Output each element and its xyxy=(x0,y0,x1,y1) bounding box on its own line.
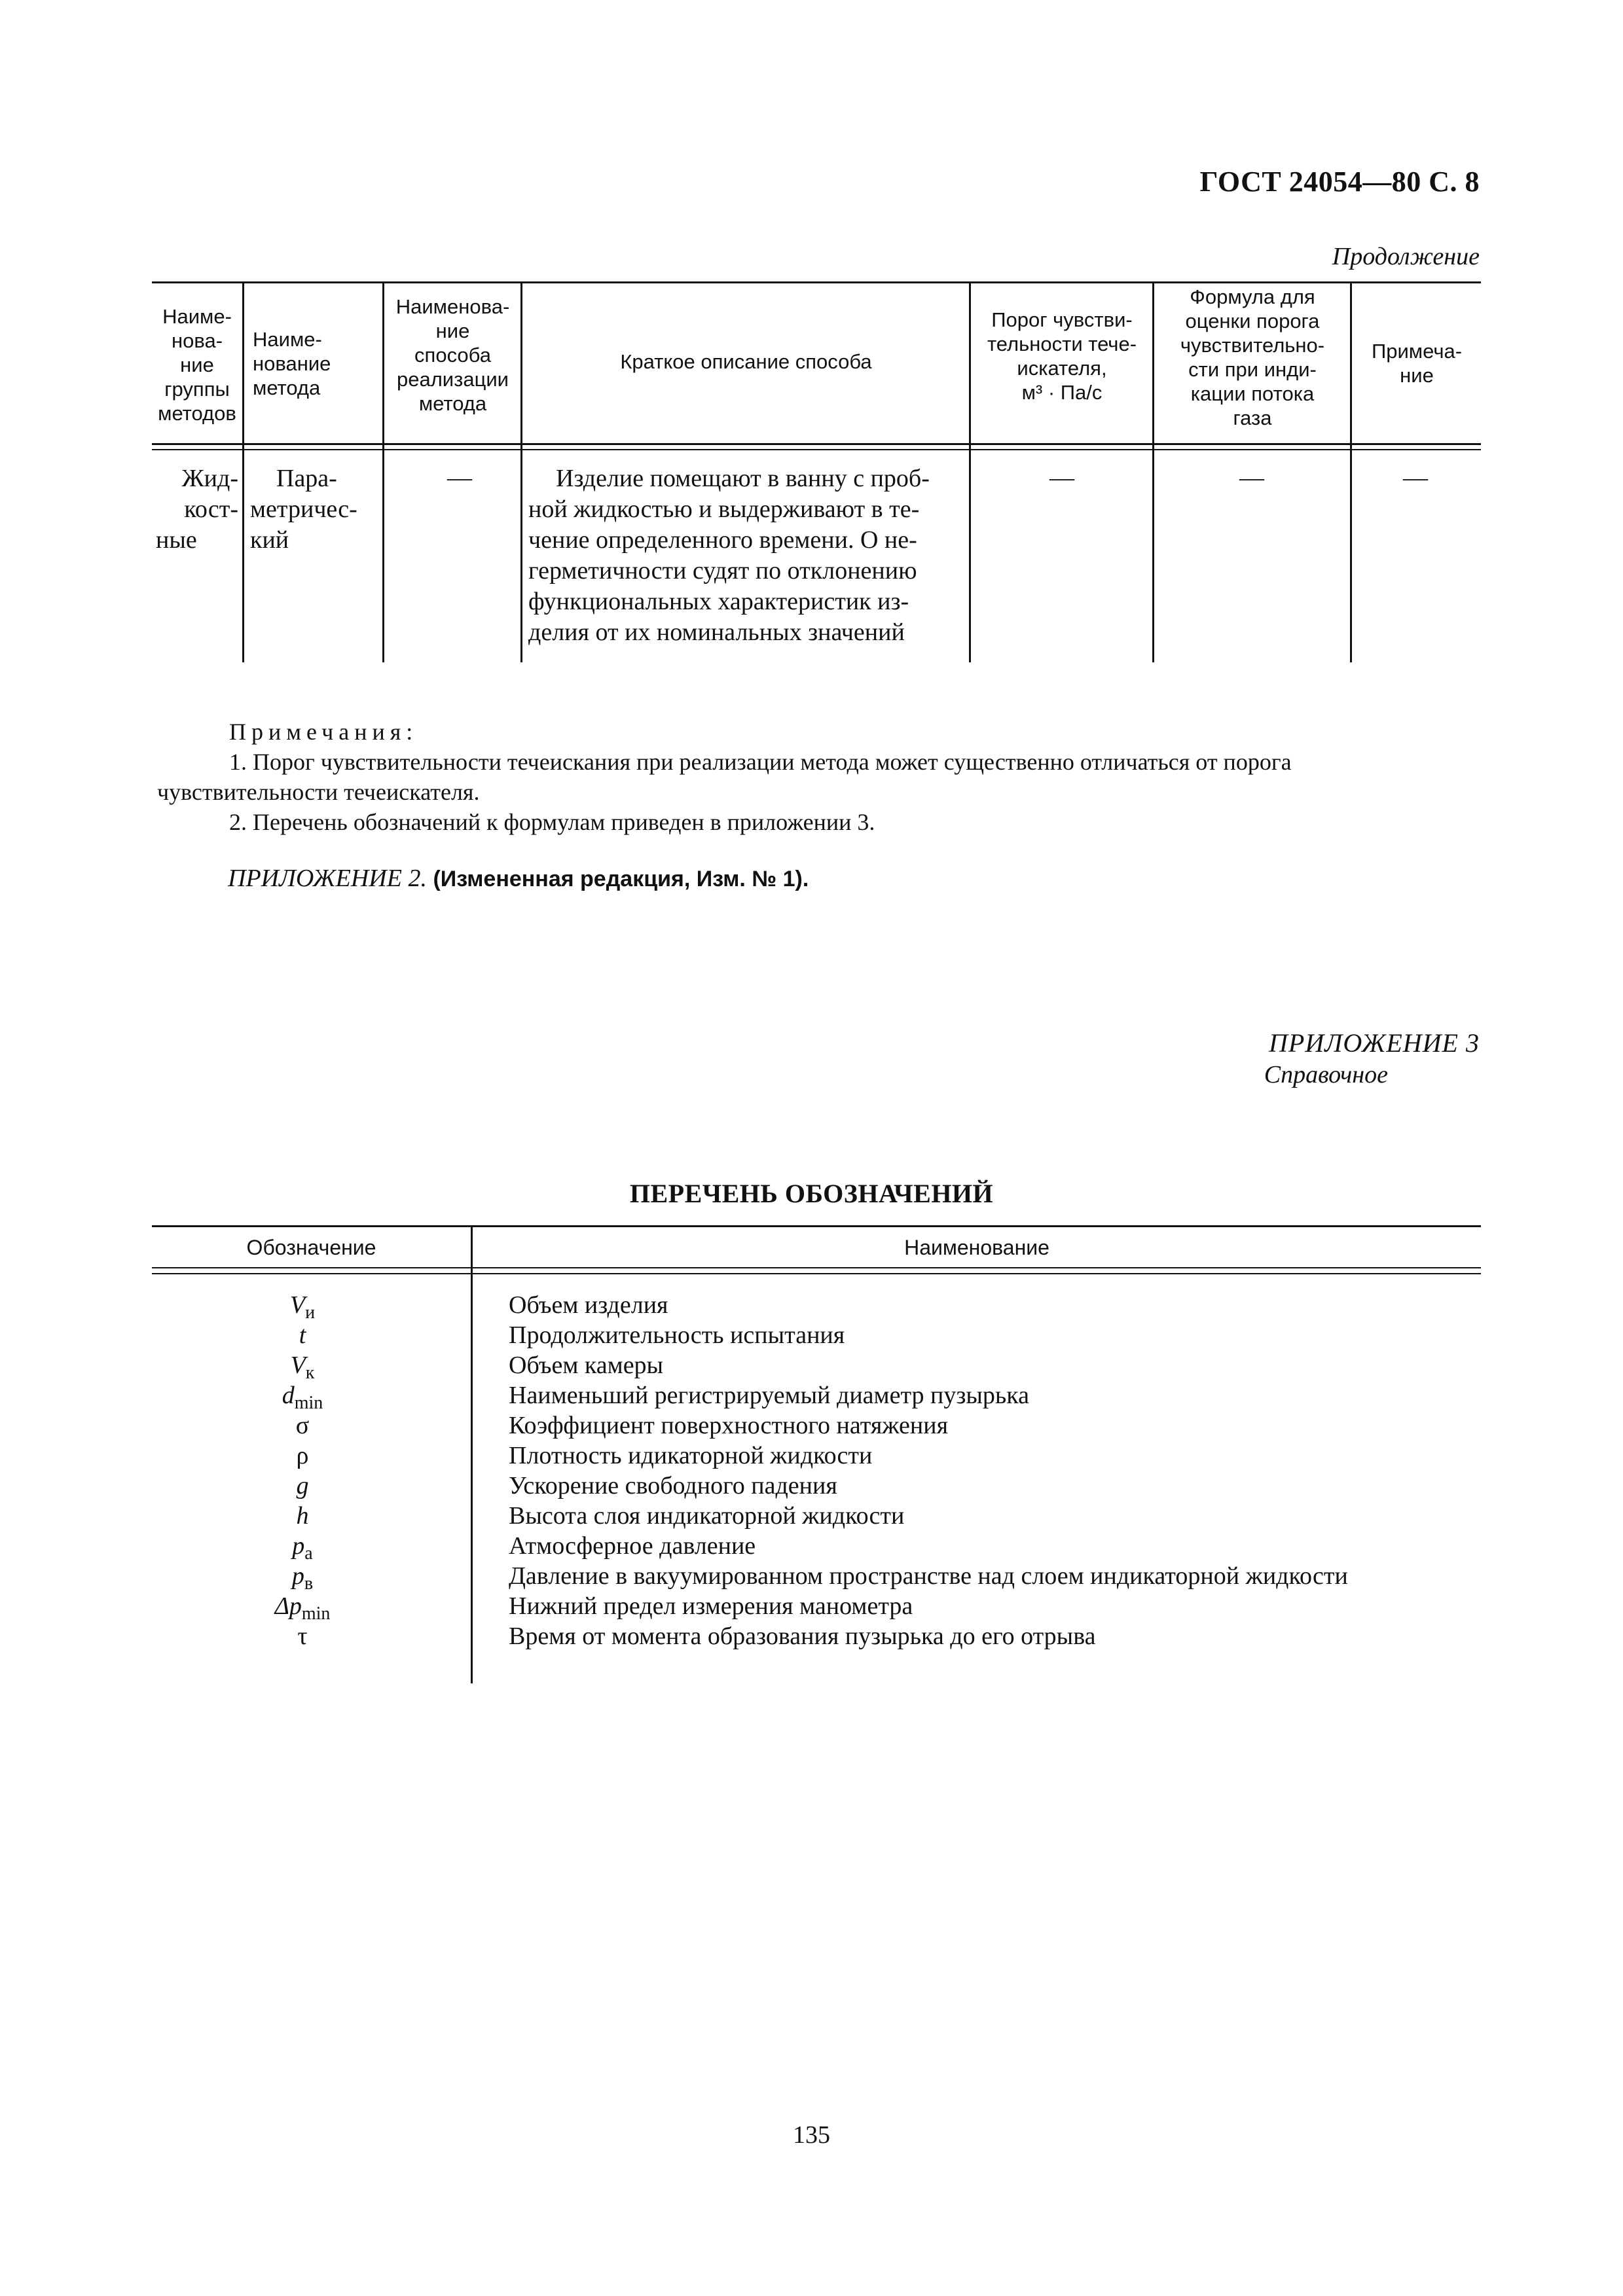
symbol-name: Нижний предел измерения манометра xyxy=(509,1592,913,1620)
notes-block xyxy=(157,717,1486,837)
symbol: $d_{min}$ xyxy=(282,1382,323,1413)
symbol-name: Объем камеры xyxy=(509,1352,664,1379)
symbols-list-title: ПЕРЕЧЕНЬ ОБОЗНАЧЕНИЙ xyxy=(629,1179,994,1208)
methods-table xyxy=(152,281,1481,662)
page-number: 135 xyxy=(793,2121,830,2149)
edit-note: (Измененная редакция, Изм. № 1). xyxy=(433,867,809,891)
symbols-table xyxy=(152,1225,1481,1683)
notes-title: Примечания: xyxy=(229,719,418,745)
continuation-label: Продолжение xyxy=(1332,243,1480,270)
note-2: 2. Перечень обозначений к формулам приведен в приложении 3. xyxy=(229,809,875,835)
appendix-3-subtitle: Справочное xyxy=(1264,1061,1388,1088)
symbol-name: Наименьший регистрируемый диаметр пузырька xyxy=(509,1382,1029,1409)
symbol: t xyxy=(299,1321,306,1349)
header-group: Наиме- нова- ние группы методов xyxy=(158,305,236,425)
symbol: $V_и$ xyxy=(289,1291,316,1323)
symbol-name: Время от момента образования пузырька до его отрыва xyxy=(509,1623,1096,1650)
symbol-name: Продолжительность испытания xyxy=(509,1321,845,1349)
header-note: Примеча- ние xyxy=(1371,340,1463,387)
symbol: h xyxy=(296,1502,309,1530)
cell-formula: — xyxy=(1239,464,1264,492)
symbol-name: Объем изделия xyxy=(509,1291,668,1319)
symbol: ρ xyxy=(296,1442,309,1469)
symbol: σ xyxy=(295,1412,310,1439)
cell-group: Жид- кост- ные xyxy=(156,465,238,554)
header-name: Наименование xyxy=(904,1236,1049,1259)
cell-note: — xyxy=(1403,464,1428,492)
appendix-2-edit xyxy=(228,864,809,893)
cell-method: Пара- метричес- кий xyxy=(250,465,357,554)
header-description: Краткое описание способа xyxy=(620,350,872,373)
symbol: $\Delta p_{min}$ xyxy=(274,1592,331,1624)
document-header: ГОСТ 24054—80 С. 8 xyxy=(1199,166,1480,198)
header-method: Наиме- нование метода xyxy=(253,328,331,399)
cell-threshold: — xyxy=(1049,464,1074,492)
symbol: τ xyxy=(297,1623,308,1650)
symbol: g xyxy=(296,1472,309,1499)
note-1-cont: чувствительности течеискателя. xyxy=(157,779,480,805)
symbol: $V_к$ xyxy=(290,1352,315,1383)
header-threshold: Порог чувстви- тельности тече- искателя, м³ · Па/с xyxy=(987,308,1137,404)
symbol-name: Давление в вакуумированном пространстве над слоем индикаторной жидкости xyxy=(509,1562,1348,1590)
cell-description: Изделие помещают в ванну с проб- ной жидкостью и выдерживают в те- чение определенного времени. О не- герметичности судят по отклонению функциональных характеристик из- делия от их номинальных значений xyxy=(528,465,930,646)
symbol-name: Коэффициент поверхностного натяжения xyxy=(509,1412,949,1439)
symbol-name: Высота слоя индикаторной жидкости xyxy=(509,1502,905,1530)
appendix-2-label: ПРИЛОЖЕНИЕ 2. xyxy=(228,865,427,892)
symbol-name: Ускорение свободного падения xyxy=(509,1472,837,1499)
cell-implementation: — xyxy=(447,464,472,492)
symbol: $p_а$ xyxy=(292,1532,313,1564)
header-formula: Формула для оценки порога чувствительно- сти при инди- кации потока газа xyxy=(1180,285,1325,429)
symbol-name: Плотность идикаторной жидкости xyxy=(509,1442,873,1469)
symbol-name: Атмосферное давление xyxy=(509,1532,756,1560)
appendix-3-title: ПРИЛОЖЕНИЕ 3 xyxy=(1269,1028,1480,1058)
symbol: $p_в$ xyxy=(291,1562,314,1594)
header-implementation: Наименова- ние способа реализации метода xyxy=(395,295,510,415)
header-symbol: Обозначение xyxy=(246,1236,376,1259)
note-1: 1. Порог чувствительности течеискания при реализации метода может существенно отличаться от порога xyxy=(229,749,1292,775)
